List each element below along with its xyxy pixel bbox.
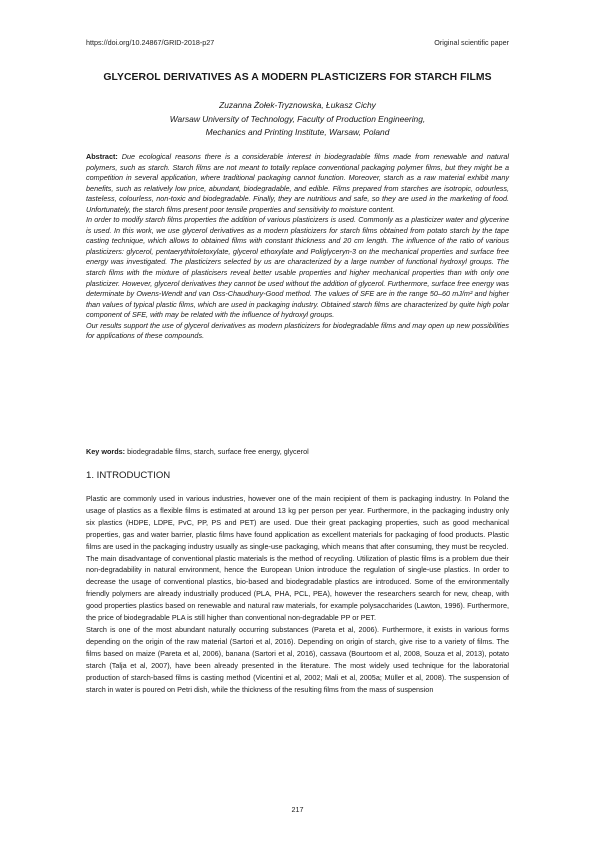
affiliation-line: Warsaw University of Technology, Faculty of Production Engineering,	[169, 113, 426, 124]
page-number: 217	[291, 805, 304, 814]
author-block	[60, 99, 535, 140]
body-paragraph: Starch is one of the most abundant naturally occurring substances (Pareta et al, 2006). Furthermore, it exists in various forms depending on the origin of the raw material (Sartori et al, 2016). Depending on origin of starch, give rise to a variety of films. The films based on maize (Pareta et al, 2006), banana (Sartori et al, 2016), cassava (Bourtoom et al, 2008, Souza et al, 2013), potato starch (Talja et al, 2007), have been already presented in the literature. The most widely used technique for the laboratorial production of starch-based films is casting method (Vicentini et al, 2002; Mali et al, 2005a; Müller et al, 2008). The suspension of starch in water is poured on Petri dish, while the thickness of the resulting films from the mass of suspension	[86, 624, 509, 694]
abstract-paragraph: Our results support the use of glycerol derivatives as modern plasticizers for biodegradable films and may open up new possibilities for applications of these compounds.	[86, 320, 509, 341]
affiliation-line: Mechanics and Printing Institute, Warsaw, Poland	[205, 127, 390, 137]
paper-title: GLYCEROL DERIVATIVES AS A MODERN PLASTICIZERS FOR STARCH FILMS	[103, 72, 492, 83]
paper-type: Original scientific paper	[434, 38, 509, 47]
running-header	[86, 38, 509, 47]
keywords-label: Key words:	[86, 447, 126, 456]
keywords-text: biodegradable films, starch, surface free energy, glycerol	[127, 447, 309, 456]
abstract-label: Abstract:	[86, 152, 118, 161]
abstract-paragraph: In order to modify starch films properties the addition of various plasticizers is used. Commonly as a plasticizer water and glycerine is used. In this work, we use glycerol derivatives as a modern plasticizers for starch films obtained from potato starch by the tape casting technique, which allows to obtained films with constant thickness and 20 cm length. The influence of the ratio of various plasticizers: glycerol, pentaerythitoletoxylate, glycerol ethoxylate and Poliglyceryn-3 on the mechanical properties and surface free energy was investigated. The plasticizers selected by us are characterized by a large number of functional hydroxyl groups. The starch films with the mixture of plasticisers reveal better usable properties and higher mechanical properties than with only one plasticizer. However, glycerol derivatives they cannot be used without the addition of glycerol. Furthermore, surface free energy was determinate by Owens-Wendt and van Oss-Chaudhury-Good method. The values of SFE are in the range 50–60 mJ/m² and higher than values of typical plastic films, which are used in packaging industry. Obtained starch films are characterized by quite high polar component of SFE, with may be related with the influence of hydroxyl groups.	[86, 215, 509, 320]
abstract	[86, 152, 509, 342]
abstract-paragraph	[86, 152, 509, 215]
author-names: Zuzanna Żołek-Tryznowska, Łukasz Cichy	[219, 100, 376, 110]
doi-link[interactable]: https://doi.org/10.24867/GRID-2018-p27	[86, 38, 215, 47]
abstract-text: Due ecological reasons there is a considerable interest in biodegradable films made from renewable and natural polymers, such as starch. Starch films are not meant to totally replace conventional packaging polymer films, but they might be a competition in several application, where traditional packaging cannot function. Moreover, starch as a raw material exhibit many benefits, such as relatively low price, abundant, biodegradable, and edible. Films prepared from starches are isotropic, odourless, tasteless, colourless, non-toxic and biodegradable. Finally, they are nutritious and safe, so they are used in the marketing of food. Unfortunately, the starch films present poor tensile properties and sensitivity to moisture content.	[86, 152, 509, 214]
section-heading: 1. INTRODUCTION	[86, 470, 171, 481]
keywords	[86, 447, 509, 456]
body-paragraph: Plastic are commonly used in various industries, however one of the main recipient of them is packaging industry. In Poland the usage of plastics as a flexible films is estimated at around 13 kg per person per year. Furthermore, in the packaging industry only six plastics (HDPE, LDPE, PvC, PP, PS and PET) are used. Due their great packaging properties, such as good mechanical properties, gas and water barrier, plastic films have found application as excellent materials for packaging of food products. Plastic films are used in the packaging industry usually as single-use packaging, which means that after consuming, they must be recycled.	[86, 494, 509, 551]
body-paragraph: The main disadvantage of conventional plastic materials is the method of recycling. Utilization of plastic films is a problem due their non-degradability in natural environment, hence the European Union introduce the regulation of single-use plastics. In order to decrease the usage of conventional plastics, bio-based and biodegradable plastics are introduced. Some of the environmentally friendly polymers are already industrially produced (PLA, PHA, PCL, PEA), however the researchers search for new, cheap, with good properties plastics based on renewable and natural raw materials, for example polysaccharides (Lawton, 1996). Furthermore, the price of biodegradable PLA is still higher than conventional non-degradable PP or PET.	[86, 553, 509, 623]
introduction-body	[86, 493, 509, 695]
